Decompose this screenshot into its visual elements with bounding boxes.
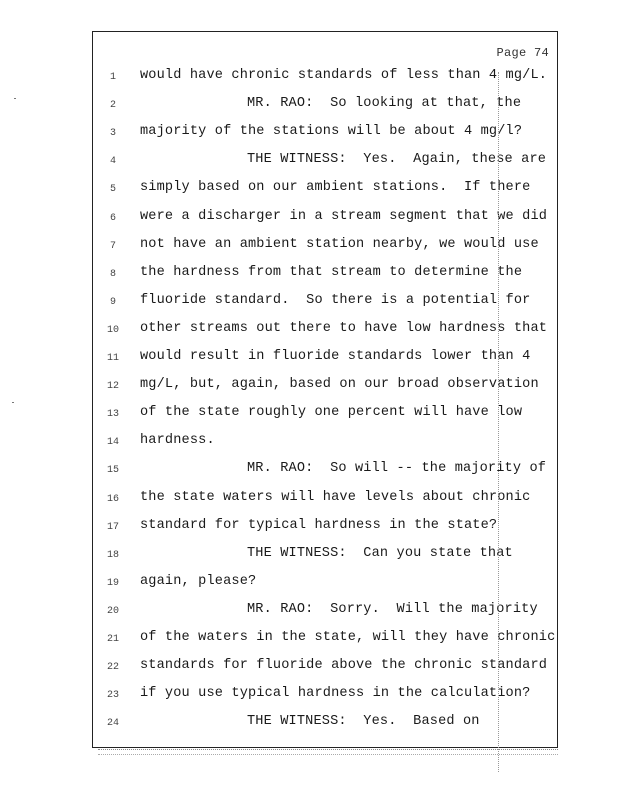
line-number: 10 — [106, 324, 119, 336]
line-text: if you use typical hardness in the calculation? — [140, 686, 531, 702]
line-text: MR. RAO: So looking at that, the — [247, 96, 522, 112]
line-number: 14 — [106, 437, 119, 449]
line-text: THE WITNESS: Can you state that — [247, 545, 513, 561]
line-number: 17 — [106, 521, 119, 533]
frame-bottom-shadow — [98, 749, 558, 755]
line-number: 24 — [106, 718, 119, 730]
line-number: 18 — [106, 549, 119, 561]
line-number: 6 — [109, 212, 116, 224]
line-text: would result in fluoride standards lower than 4 — [140, 349, 531, 364]
line-text: fluoride standard. So there is a potential for — [140, 292, 531, 308]
line-number: 9 — [109, 296, 116, 308]
line-text: THE WITNESS: Yes. Again, these are — [247, 152, 547, 168]
line-text: MR. RAO: Sorry. Will the majority — [247, 601, 538, 617]
line-number: 16 — [106, 493, 119, 505]
line-number: 12 — [106, 381, 119, 393]
scan-speck — [12, 402, 14, 403]
scan-edge-marks — [496, 72, 499, 772]
line-text: of the state roughly one percent will have low — [140, 405, 523, 421]
line-text: standard for typical hardness in the state? — [140, 517, 498, 533]
line-number: 11 — [106, 353, 119, 364]
line-number: 3 — [109, 128, 116, 140]
line-text: the hardness from that stream to determine the — [140, 264, 523, 280]
line-number: 15 — [106, 465, 119, 477]
line-text: would have chronic standards of less than 4 mg/L. — [140, 68, 548, 83]
line-text: not have an ambient station nearby, we would use — [140, 236, 539, 252]
line-text: mg/L, but, again, based on our broad observation — [140, 377, 539, 393]
line-text: were a discharger in a stream segment that we did — [140, 208, 548, 224]
line-number: 23 — [106, 690, 119, 702]
line-text: standards for fluoride above the chronic standard — [140, 658, 548, 674]
line-number: 13 — [106, 409, 119, 421]
line-text: of the waters in the state, will they have chronic — [140, 630, 556, 645]
line-number: 2 — [109, 100, 116, 112]
line-text: hardness. — [140, 433, 215, 449]
line-number: 20 — [106, 605, 119, 617]
line-text: again, please? — [140, 573, 257, 589]
line-number: 19 — [106, 577, 119, 589]
page-number: Page 74 — [496, 46, 549, 60]
line-number: 22 — [106, 662, 119, 674]
transcript-line — [93, 714, 557, 748]
scan-speck — [14, 98, 16, 99]
transcript-page-frame — [92, 31, 558, 748]
line-text: the state waters will have levels about chronic — [140, 489, 531, 505]
line-text: majority of the stations will be about 4 mg/l? — [140, 124, 523, 140]
line-number: 8 — [109, 268, 116, 280]
line-number: 4 — [109, 156, 116, 168]
line-number: 7 — [109, 240, 116, 252]
line-text: simply based on our ambient stations. If there — [140, 180, 531, 196]
line-text: THE WITNESS: Yes. Based on — [247, 714, 480, 730]
line-number: 5 — [109, 184, 116, 196]
line-number: 1 — [109, 72, 116, 83]
line-text: other streams out there to have low hardness that — [140, 320, 548, 336]
line-number: 21 — [106, 634, 119, 645]
line-text: MR. RAO: So will -- the majority of — [247, 461, 547, 477]
